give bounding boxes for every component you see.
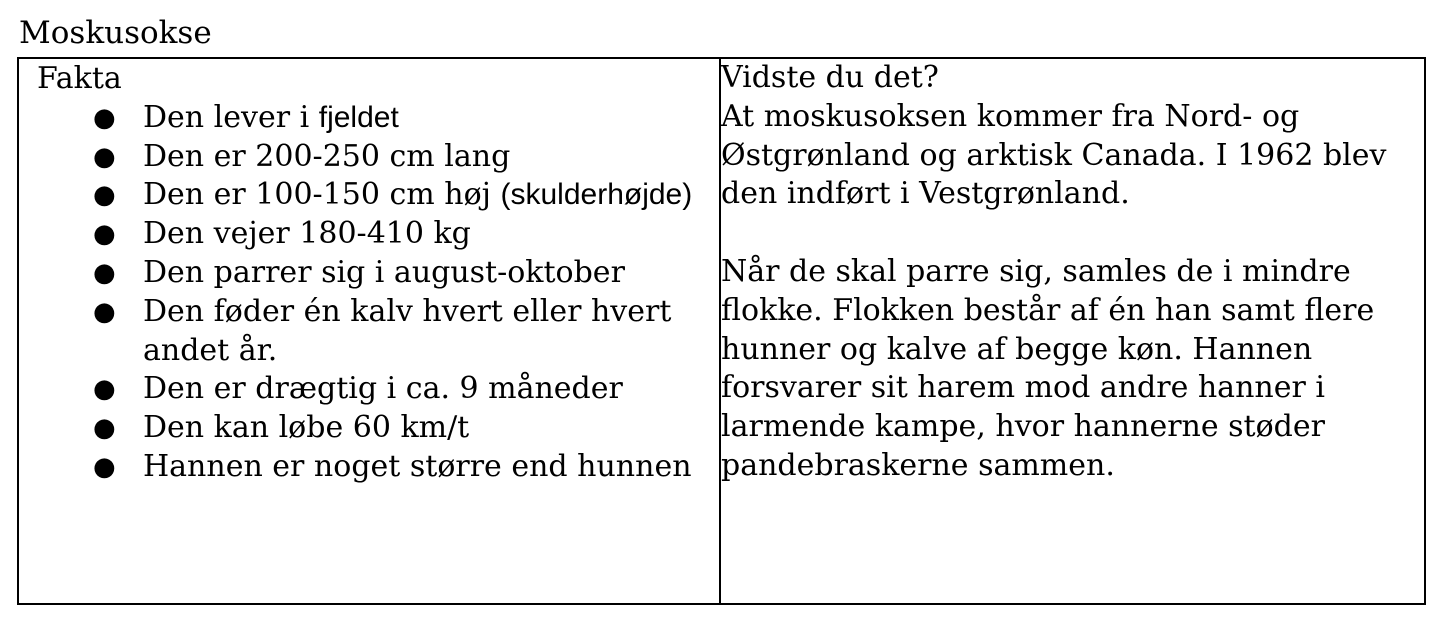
fact-text: Den kan løbe 60 km/t [143,410,470,446]
facts-cell [18,58,720,604]
bullet-icon: ● [93,257,116,288]
bullet-icon: ● [93,296,116,327]
bullet-icon: ● [93,141,116,172]
bullet-icon: ● [93,219,116,250]
fact-item [19,254,719,293]
fact-text: Hannen er noget større end hunnen [143,448,692,484]
fact-text: Den vejer 180-410 kg [143,216,471,252]
did-you-know-paragraph-mating: Når de skal parre sig, samles de i mindre flokke. Flokken består af én han samt flere hunner og kalve af begge køn. Hannen forsvarer sit harem mod andre hanner i larmende kampe, hvor hannerne støder pandebraskerne sammen. [721,253,1375,483]
bullet-icon: ● [93,451,116,482]
fact-text: Den føder én kalv hvert eller hvert andet år. [143,293,672,368]
fact-item [19,293,719,371]
fact-item [19,99,719,138]
did-you-know-paragraph-origin: At moskusoksen kommer fra Nord- og Østgrønland og arktisk Canada. I 1962 blev den indført i Vestgrønland. [721,98,1387,212]
did-you-know-cell [720,58,1425,604]
did-you-know-heading: Vidste du det? [721,60,939,95]
facts-heading: Fakta [37,61,122,96]
bullet-icon: ● [93,413,116,444]
bullet-icon: ● [93,374,116,405]
fact-table-row [18,58,1425,604]
fact-text: Den er drægtig i ca. 9 måneder [143,371,623,407]
fact-text: Den parrer sig i august-oktober [143,254,625,290]
fact-table [17,57,1426,605]
fact-item [19,409,719,448]
bullet-icon: ● [93,180,116,211]
document-title: Moskusokse [19,15,212,51]
fact-text: Den lever i fjeldet [143,99,399,135]
paragraph-spacer [721,214,1424,253]
fact-text: Den er 100-150 cm høj (skulderhøjde) [143,177,693,213]
fact-item [19,370,719,409]
facts-list [19,99,719,487]
fact-item [19,448,719,487]
fact-text: Den er 200-250 cm lang [143,138,511,174]
fact-item [19,138,719,177]
fact-item [19,176,719,215]
bullet-icon: ● [93,102,116,133]
fact-item [19,215,719,254]
